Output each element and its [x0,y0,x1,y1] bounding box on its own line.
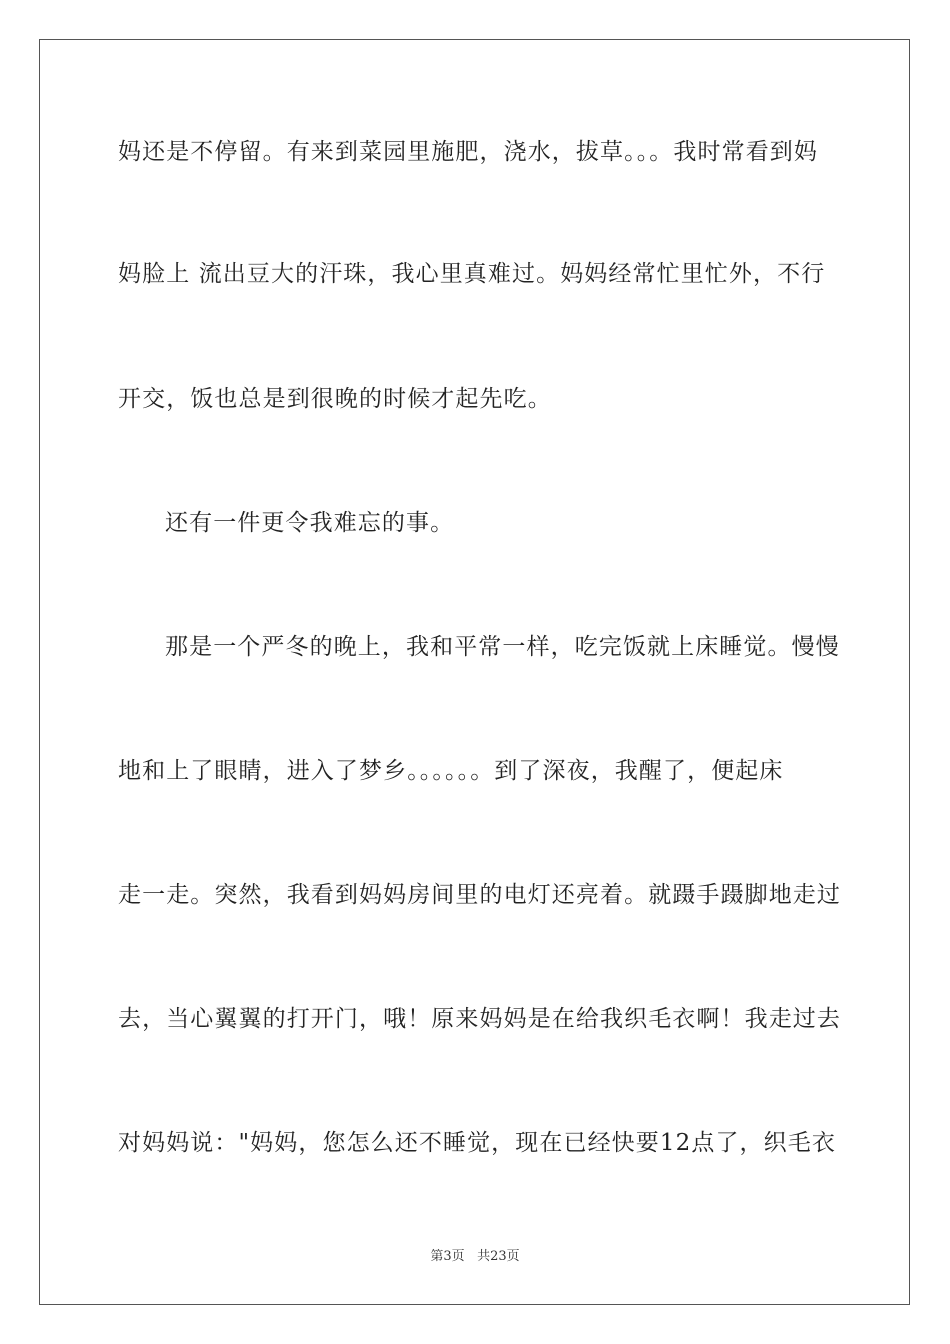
page-number: 第3页 [430,1249,465,1264]
body-line: 开交，饭也总是到很晚的时候才起先吃。 [118,386,552,412]
page-footer [0,1245,950,1264]
body-line: 去，当心翼翼的打开门，哦！原来妈妈是在给我织毛衣啊！我走过去 [118,1006,841,1032]
body-line: 地和上了眼睛，进入了梦乡。。。。。。到了深夜，我醒了，便起床 [118,758,784,784]
body-line: 妈脸上 流出豆大的汗珠，我心里真难过。妈妈经常忙里忙外，不行 [118,261,826,287]
body-line: 走一走。突然，我看到妈妈房间里的电灯还亮着。就蹑手蹑脚地走过 [118,882,841,908]
paragraph-line: 那是一个严冬的晚上，我和平常一样，吃完饭就上床睡觉。慢慢 [165,634,840,660]
body-line: 对妈妈说："妈妈，您怎么还不睡觉，现在已经快要12点了，织毛衣 [118,1130,836,1156]
paragraph-line: 还有一件更令我难忘的事。 [165,510,455,536]
page-total: 共23页 [477,1249,520,1264]
body-line: 妈还是不停留。有来到菜园里施肥，浇水，拔草。。。我时常看到妈 [118,139,818,165]
page-frame [39,39,910,1305]
